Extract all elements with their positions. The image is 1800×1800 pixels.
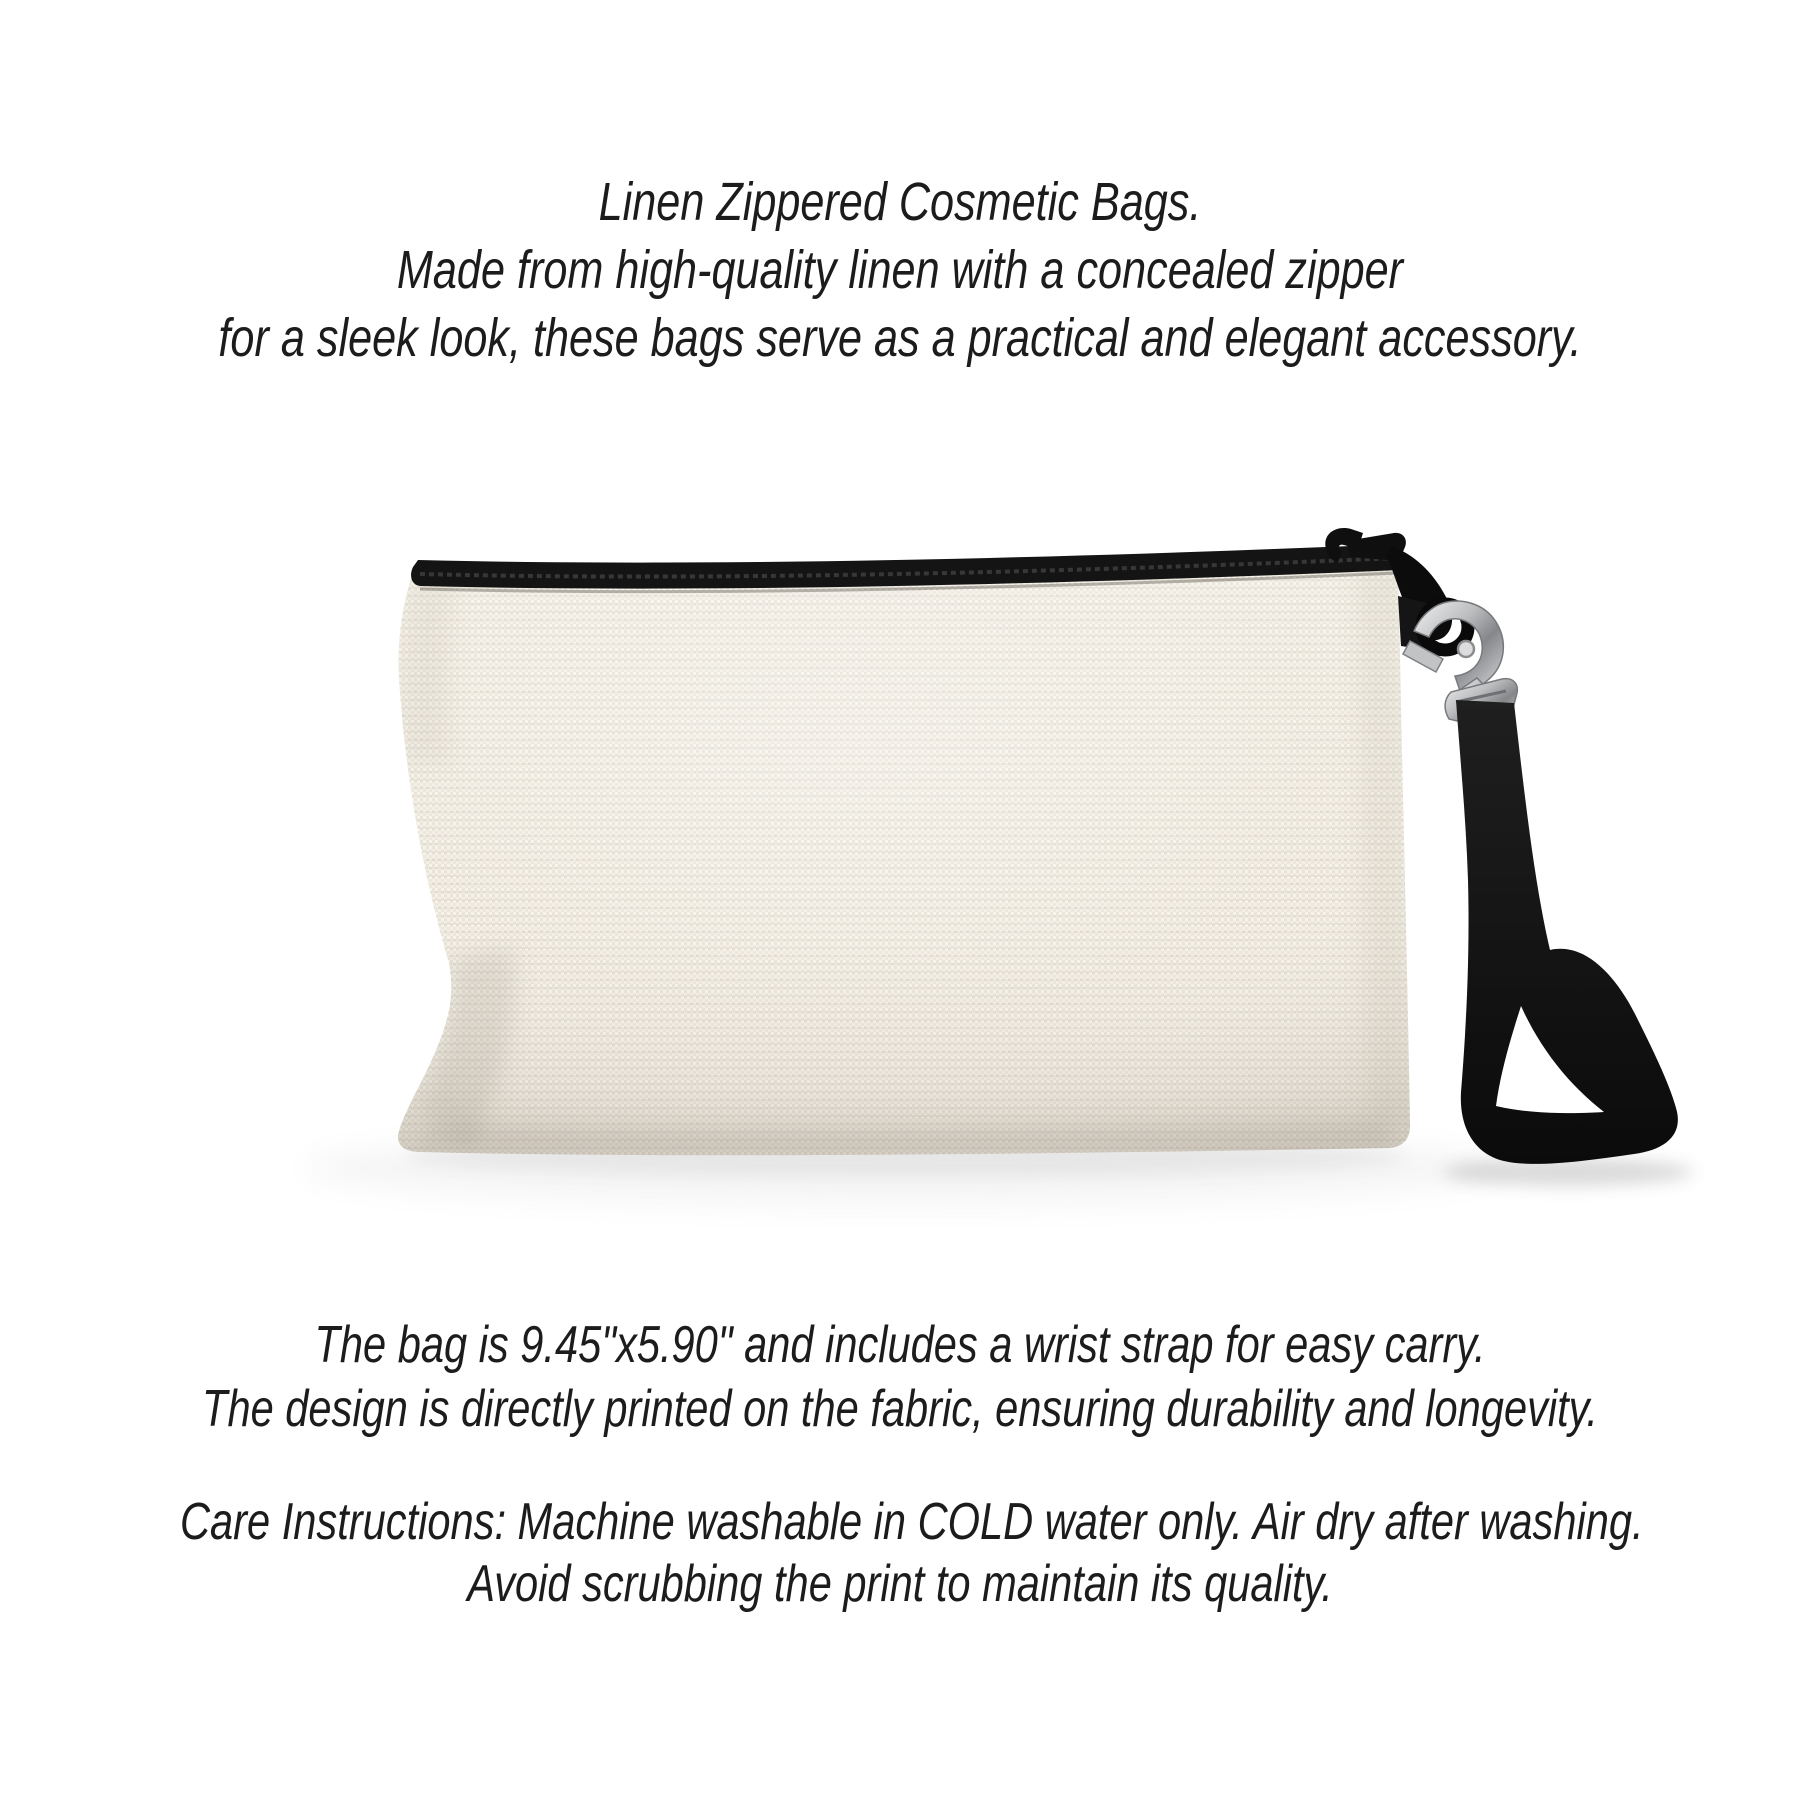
- text-line: Made from high-quality linen with a concealed zipper: [396, 240, 1404, 300]
- wrist-strap: [1456, 700, 1678, 1164]
- care-text: [180, 1491, 1644, 1615]
- text-line: for a sleek look, these bags serve as a practical and elegant accessory.: [218, 308, 1582, 368]
- text-line: The bag is 9.45"x5.90" and includes a wrist strap for easy carry.: [314, 1316, 1486, 1374]
- details-text: [180, 1313, 1620, 1441]
- text-line: Avoid scrubbing the print to maintain its quality.: [467, 1555, 1333, 1613]
- text-line: The design is directly printed on the fabric, ensuring durability and longevity.: [202, 1380, 1598, 1438]
- text-line: Care Instructions: Machine washable in COLD water only. Air dry after washing.: [180, 1493, 1644, 1551]
- text-line: Linen Zippered Cosmetic Bags.: [598, 172, 1202, 232]
- bag-body: [398, 556, 1411, 1156]
